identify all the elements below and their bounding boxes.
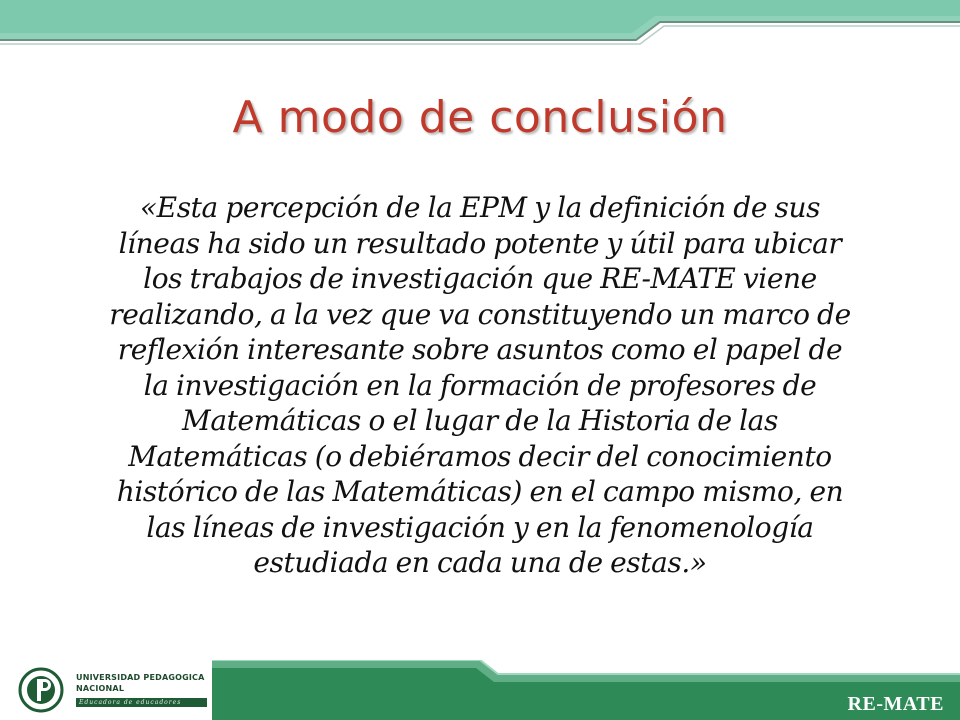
university-name — [76, 672, 205, 694]
university-name-line2: NACIONAL — [76, 684, 125, 693]
quote-body — [30, 190, 930, 581]
quote-line: histórico de las Matemáticas) en el campo mismo, en — [116, 475, 844, 508]
university-name-line1: UNIVERSIDAD PEDAGOGICA — [76, 673, 205, 682]
quote-line: realizando, a la vez que va constituyendo un marco de — [109, 297, 851, 331]
slide-title: A modo de conclusión — [232, 92, 728, 143]
university-seal-icon — [18, 667, 64, 713]
quote-line: Matemáticas o el lugar de la Historia de las — [182, 404, 778, 437]
quote-line: la investigación en la formación de profesores de — [143, 368, 817, 402]
quote-line: «Esta percepción de la EPM y la definición de sus — [139, 191, 821, 224]
quote-line: las líneas de investigación y en la fenomenología — [146, 510, 814, 544]
quote-line: reflexión interesante sobre asuntos como el papel de — [117, 333, 843, 366]
quote-line: los trabajos de investigación que RE-MATE viene — [143, 262, 817, 295]
quote-line: estudiada en cada una de estas.» — [253, 546, 707, 579]
quote-line: Matemáticas (o debiéramos decir del conocimiento — [128, 439, 832, 473]
quote-line: líneas ha sido un resultado potente y útil para ubicar — [118, 226, 842, 260]
top-decorative-band — [0, 0, 960, 46]
university-motto: Educadora de educadores — [76, 698, 207, 707]
brand-label: RE-MATE — [847, 693, 944, 715]
